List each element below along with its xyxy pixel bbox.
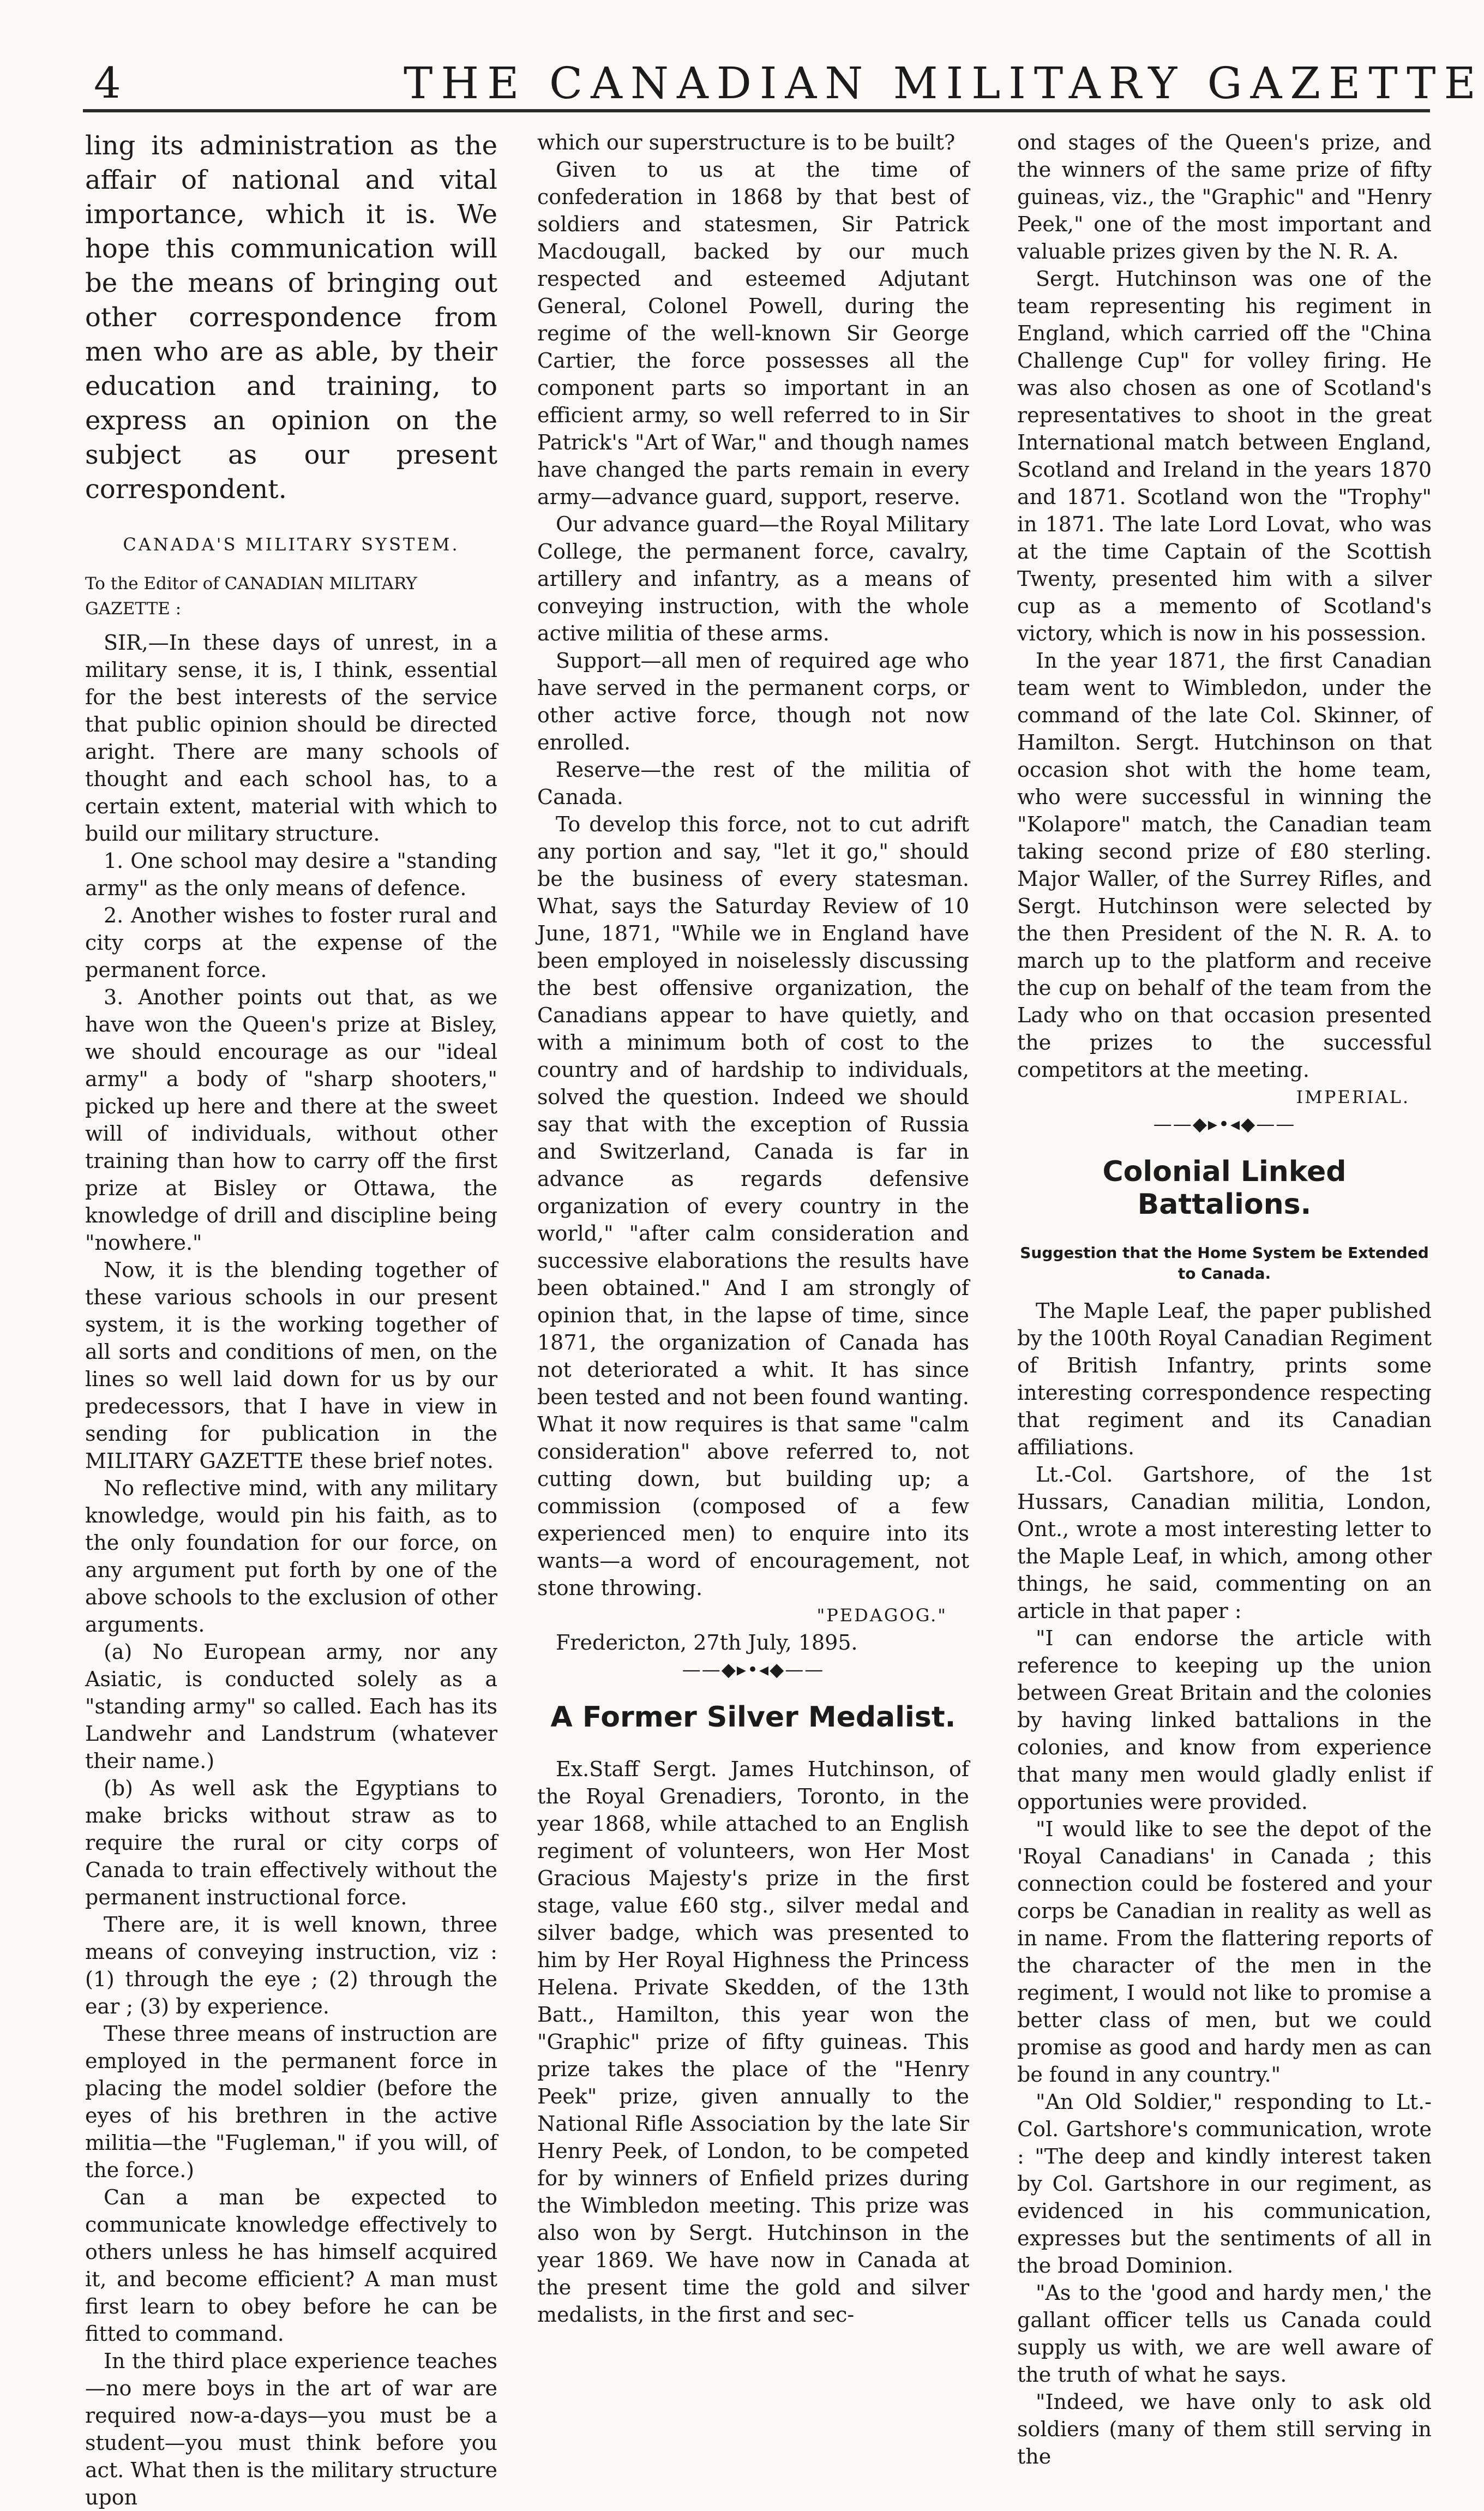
page-number: 4 [94,59,121,108]
paragraph: ond stages of the Queen's prize, and the winners of the same prize of fifty guineas, viz., the "Graphic" and "Henry Peek," one of the most important and valuable prizes given by the N. R. A. [1017,130,1432,263]
article-headline: Colonial Linked Battalions. [1102,1155,1347,1221]
letter-signature: "PEDAGOG." [816,1605,947,1626]
paragraph: Sergt. Hutchinson was one of the team representing his regiment in England, which carried off the "China Challenge Cup" for volley firing. He was also chosen as one of Scotland's representatives to shoot in the great International match between England, Scotland and Ireland in the years 1870 and 1871. Scotland won the "Trophy" in 1871. The late Lord Lovat, who was at the time Captain of the Scottish Twenty, presented him with a silver cup as a memento of Scotland's victory, which is now in his possession. [1017,267,1432,645]
paragraph: (b) As well ask the Egyptians to make bricks without straw as to require the rural or city corps of Canada to train effectively without the permanent instructional force. [85,1776,497,1909]
paragraph: Ex.Staff Sergt. James Hutchinson, of the Royal Grenadiers, Toronto, in the year 1868, while attached to an English regiment of volunteers, won Her Most Gracious Majesty's prize in the first stage, value £60 stg., silver medal and silver badge, which was presented to him by Her Royal Highness the Princess Helena. Private Skedden, of the 13th Batt., Hamilton, this year won the "Graphic" prize of fifty guineas. This prize takes the place of the "Henry Peek" prize, given annually to the National Rifle Association by the late Sir Henry Peek, of London, to be competed for by winners of Enfield prizes during the Wimbledon meeting. This prize was also won by Sergt. Hutchinson in the year 1869. We have now in Canada at the present time the gold and silver medalists, in the first and sec- [537,1757,969,2327]
paragraph: Given to us at the time of confederation in 1868 by that best of soldiers and statesmen, Sir Patrick Macdougall, backed by our much respected and esteemed Adjutant General, Colonel Powell, during the regime of the well-known Sir George Cartier, the force possesses all the component parts so important in an efficient army, so well referred to in Sir Patrick's "Art of War," and though names have changed the parts remain in every army—advance guard, support, reserve. [537,158,969,509]
paragraph: There are, it is well known, three means of conveying instruction, viz : (1) through the eye ; (2) through the ear ; (3) by experience. [85,1913,497,2018]
masthead-rule [83,109,1430,112]
section-ornament: ——◆▸•◂◆—— [682,1659,825,1681]
section-ornament: ——◆▸•◂◆—— [1153,1113,1296,1135]
paragraph: Now, it is the blending together of these various schools in our present system, it is the working together of all sorts and conditions of men, on the lines so well laid down for us by our predecessors, that I have in view in sending for publication in the MILITARY GAZETTE these brief notes. [85,1258,497,1473]
paragraph: SIR,—In these days of unrest, in a military sense, it is, I think, essential for the best interests of the service that public opinion should be directed aright. There are many schools of thought and each school has, to a certain extent, material with which to build our military structure. [85,631,497,846]
paragraph: Our advance guard—the Royal Military College, the permanent force, cavalry, artillery and infantry, as a means of conveying instruction, with the whole active militia of these arms. [537,512,969,645]
paragraph: No reflective mind, with any military knowledge, would pin his faith, as to the only foundation for our force, on any argument put forth by one of the above schools to the exclusion of other arguments. [85,1476,497,1637]
article-subheadline: Suggestion that the Home System be Extended to Canada. [1020,1244,1429,1283]
masthead-title: THE CANADIAN MILITARY GAZETTE [404,58,1484,109]
letter-addressee: To the Editor of CANADIAN MILITARY GAZETTE : [85,574,417,619]
column-2 [537,129,969,2442]
paragraph: "An Old Soldier," responding to Lt.-Col. Gartshore's communication, wrote : "The deep and kindly interest taken by Col. Gartshore in our regiment, as evidenced in his communication, expresses but the sentiments of all in the broad Dominion. [1017,2090,1432,2278]
column-3 [1017,129,1432,2468]
paragraph: The Maple Leaf, the paper published by the 100th Royal Canadian Regiment of British Infantry, prints some interesting correspondence respecting that regiment and its Canadian affiliations. [1017,1299,1432,1459]
paragraph: Support—all men of required age who have served in the permanent corps, or other active force, though not now enrolled. [537,649,969,754]
paragraph: "I can endorse the article with reference to keeping up the union between Great Britain and the colonies by having linked battalions in the colonies, and know from experience that many men would gladly enlist if opportunies were provided. [1017,1626,1432,1814]
letter-title: CANADA'S MILITARY SYSTEM. [123,534,460,555]
article-headline: A Former Silver Medalist. [550,1701,956,1734]
paragraph: To develop this force, not to cut adrift any portion and say, "let it go," should be the business of every statesman. What, says the Saturday Review of 10 June, 1871, "While we in England have been employed in noiselessly discussing the best offensive organization, the Canadians appear to have quietly, and with a minimum both of cost to the country and of hardship to individuals, solved the question. Indeed we should say that with the exception of Russia and Switzerland, Canada is far in advance as regards defensive organization of every country in the world," "after calm consideration and successive elaborations the results have been obtained." And I am strongly of opinion that, in the lapse of time, since 1871, the organization of Canada has not deteriorated a whit. It has since been tested and not been found wanting. What it now requires is that same "calm consideration" above referred to, not cutting down, but building up; a commission (composed of a few experienced men) to enquire into its wants—a word of encouragement, not stone throwing. [537,812,969,1600]
paragraph: These three means of instruction are employed in the permanent force in placing the model soldier (before the eyes of his brethren in the active militia—the "Fugleman," if you will, of the force.) [85,2022,497,2182]
paragraph: (a) No European army, nor any Asiatic, is conducted solely as a "standing army" so called. Each has its Landwehr and Landstrum (whatever their name.) [85,1640,497,1773]
paragraph: "I would like to see the depot of the 'Royal Canadians' in Canada ; this connection could be fostered and your corps be Canadian in reality as well as in name. From the flattering reports of the character of the men in the regiment, I would not like to promise a better class of men, but we could promise as good and hardy men as can be found in any country." [1017,1817,1432,2087]
paragraph: 2. Another wishes to foster rural and city corps at the expense of the permanent force. [85,903,497,982]
paragraph: Reserve—the rest of the militia of Canada. [537,758,969,809]
paragraph: which our superstructure is to be built? [537,130,956,154]
paragraph: 3. Another points out that, as we have won the Queen's prize at Bisley, we should encourage as our "ideal army" a body of "sharp shooters," picked up here and there at the sweet will of individuals, without other training than how to carry off the first prize at Bisley or Ottawa, the knowledge of drill and discipline being "nowhere." [85,985,497,1255]
paragraph: Lt.-Col. Gartshore, of the 1st Hussars, Canadian militia, London, Ont., wrote a most interesting letter to the Maple Leaf, in which, among other things, he said, commenting on an article in that paper : [1017,1463,1432,1623]
paragraph: "As to the 'good and hardy men,' the gallant officer tells us Canada could supply us with, we are well aware of the truth of what he says. [1017,2281,1432,2387]
paragraph: "Indeed, we have only to ask old soldiers (many of them still serving in the [1017,2390,1432,2468]
paragraph: In the third place experience teaches—no mere boys in the art of war are required now-a-days—you must be a student—you must think before you act. What then is the military structure upon [85,2349,497,2509]
article-signature: IMPERIAL. [1296,1087,1410,1107]
column-1 [85,129,497,2509]
paragraph: In the year 1871, the first Canadian team went to Wimbledon, under the command of the late Col. Skinner, of Hamilton. Sergt. Hutchinson on that occasion shot with the home team, who were successful in winning the "Kolapore" match, the Canadian team taking second prize of £80 sterling. Major Waller, of the Surrey Rifles, and Sergt. Hutchinson were selected by the then President of the N. R. A. to march up to the platform and receive the cup on behalf of the team from the Lady who on that occasion presented the prizes to the successful competitors at the meeting. [1017,649,1432,1082]
dateline: Fredericton, 27th July, 1895. [556,1631,858,1655]
paragraph: 1. One school may desire a "standing army" as the only means of defence. [85,849,497,900]
paragraph: Can a man be expected to communicate knowledge effectively to others unless he has himself acquired it, and become efficient? A man must first learn to obey before he can be fitted to command. [85,2185,497,2346]
editorial-intro: ling its administration as the affair of national and vital importance, which it is. We hope this communication will be the means of bringing out other correspondence from men who are as able, by their education and training, to express an opinion on the subject as our present correspondent. [85,130,497,505]
